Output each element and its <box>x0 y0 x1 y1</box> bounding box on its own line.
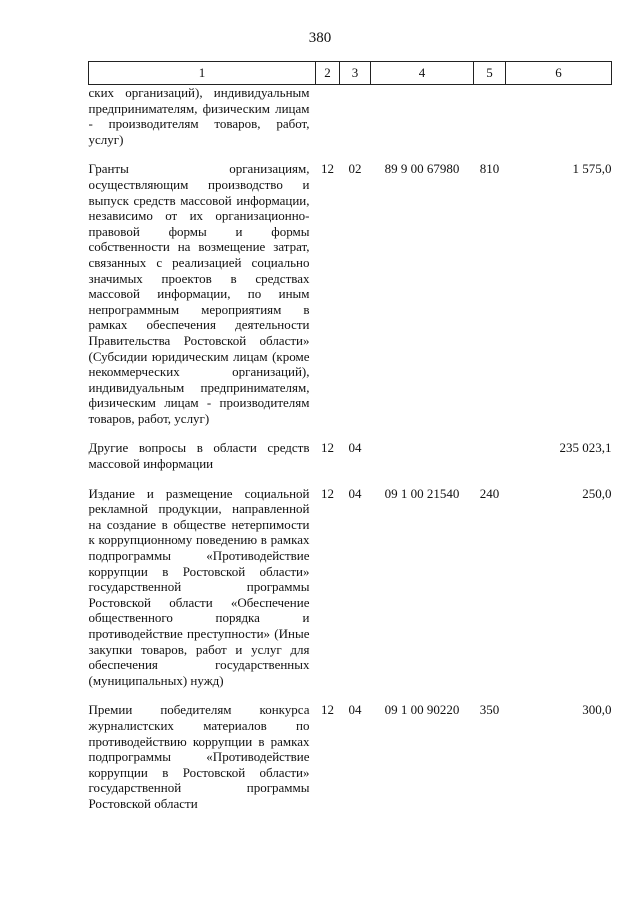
row-gap <box>89 688 612 702</box>
header-col-3: 3 <box>340 62 371 85</box>
header-col-4: 4 <box>371 62 474 85</box>
row-description: Гранты организациям, осуществляющим производство и выпуск средств массовой информации, независимо от их организационно-правовой формы и формы собственности на возмещение затрат, связанных с реализацией социально значимых проектов в средствах массовой информации, по иным непрограммным мероприятиям в рамках обеспечения деятельности Правительства Ростовской области» (Субсидии юридическим лицам (кроме некоммерческих организаций), индивидуальным предпринимателям, физическим лицам - производителям товаров, работ, услуг) <box>88 161 310 426</box>
row-amount <box>506 85 612 148</box>
row-section <box>316 85 340 148</box>
row-amount: 300,0 <box>582 702 612 718</box>
header-col-2: 2 <box>316 62 340 85</box>
row-target: 89 9 00 67980 <box>384 161 460 177</box>
row-subsection: 02 <box>348 161 362 177</box>
row-description: Издание и размещение социальной рекламной продукции, направленной на создание в обществе нетерпимости к коррупционному поведению в рамках подпрограммы «Противодействие коррупции в Ростовской области» государственной программы Ростовской области «Обеспечение общественного порядка и противодействие преступности» (Иные закупки товаров, работ и услуг для обеспечения государственных (муниципальных) нужд) <box>88 485 310 688</box>
row-type: 350 <box>479 702 500 718</box>
table-row <box>89 440 612 471</box>
row-section: 12 <box>321 485 334 501</box>
row-amount: 235 023,1 <box>559 440 612 456</box>
table-header <box>89 62 612 85</box>
row-type: 810 <box>479 161 500 177</box>
row-section: 12 <box>321 161 334 177</box>
row-target: 09 1 00 21540 <box>384 485 460 501</box>
row-subsection: 04 <box>348 702 362 718</box>
row-description: Другие вопросы в области средств массовой информации <box>88 440 310 472</box>
row-target <box>371 85 474 148</box>
row-description: ских организаций), индивидуальным предпринимателям, физическим лицам - производителям товаров, работ, услуг) <box>88 85 310 147</box>
table-row <box>89 702 612 811</box>
row-type <box>474 85 506 148</box>
header-row <box>89 62 612 85</box>
header-col-6: 6 <box>506 62 612 85</box>
row-description: Премии победителям конкурса журналистских материалов по противодействию коррупции в рамках подпрограммы «Противодействие коррупции в Ростовской области» государственной программы Ростовской области <box>88 702 310 811</box>
row-target <box>371 440 474 471</box>
row-type: 240 <box>479 485 500 501</box>
table-body <box>89 85 612 812</box>
row-section: 12 <box>321 440 334 456</box>
row-subsection <box>340 85 371 148</box>
row-subsection: 04 <box>348 485 362 501</box>
row-gap <box>89 426 612 440</box>
page-number: 380 <box>308 30 332 46</box>
row-target: 09 1 00 90220 <box>384 702 460 718</box>
header-col-1: 1 <box>89 62 316 85</box>
row-subsection: 04 <box>348 440 362 456</box>
row-section: 12 <box>321 702 334 718</box>
row-type <box>474 440 506 471</box>
row-gap <box>89 472 612 486</box>
table-row <box>89 486 612 689</box>
table-row <box>89 161 612 426</box>
table-row <box>89 85 612 148</box>
row-amount: 250,0 <box>582 485 612 501</box>
header-col-5: 5 <box>474 62 506 85</box>
row-amount: 1 575,0 <box>572 161 612 177</box>
row-gap <box>89 147 612 161</box>
budget-table <box>88 61 612 812</box>
